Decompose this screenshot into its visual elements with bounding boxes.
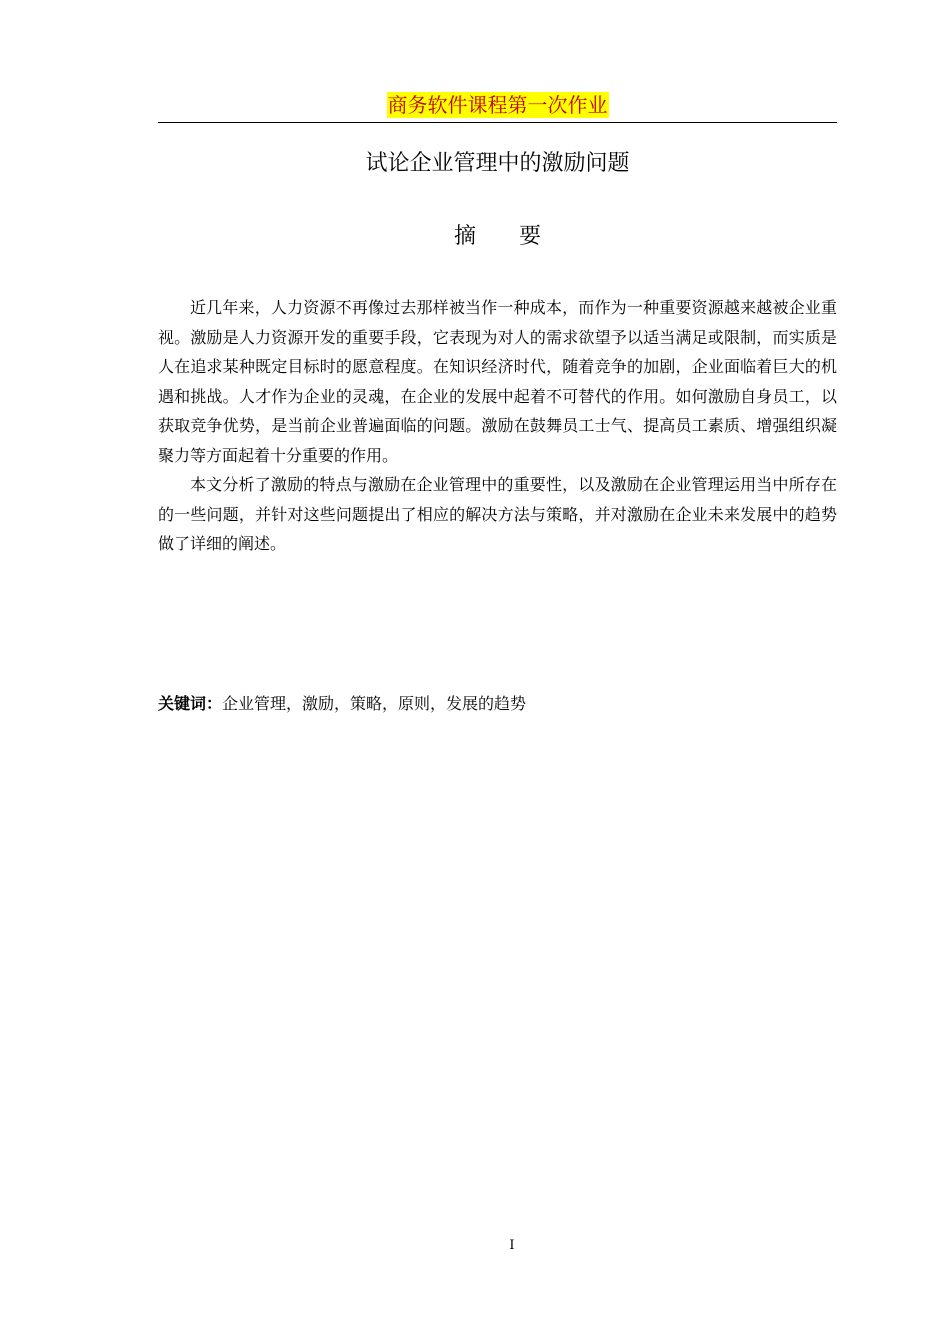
abstract-paragraph-1: 近几年来，人力资源不再像过去那样被当作一种成本，而作为一种重要资源越来越被企业重视。激励是人力资源开发的重要手段，它表现为对人的需求欲望予以适当满足或限制，而实质是人在追求某种既定目标时的愿意程度。在知识经济时代，随着竞争的加剧，企业面临着巨大的机遇和挑战。人才作为企业的灵魂，在企业的发展中起着不可替代的作用。如何激励自身员工，以获取竞争优势，是当前企业普遍面临的问题。激励在鼓舞员工士气、提高员工素质、增强组织凝聚力等方面起着十分重要的作用。 [158, 298, 837, 465]
abstract-body [158, 293, 837, 559]
course-label: 商务软件课程第一次作业 [387, 93, 608, 117]
keywords-line [158, 690, 837, 718]
document-title: 试论企业管理中的激励问题 [365, 151, 630, 176]
abstract-paragraph-2: 本文分析了激励的特点与激励在企业管理中的重要性，以及激励在企业管理运用当中所存在的一些问题，并针对这些问题提出了相应的解决方法与策略，并对激励在企业未来发展中的趋势做了详细的阐述。 [158, 475, 837, 553]
abstract-heading: 摘 要 [454, 224, 559, 249]
keywords-label: 关键词： [158, 694, 223, 713]
page-header [158, 92, 837, 124]
header-divider [158, 122, 837, 123]
page-number: I [509, 1238, 515, 1253]
keywords-value: 企业管理，激励，策略，原则，发展的趋势 [222, 694, 527, 713]
